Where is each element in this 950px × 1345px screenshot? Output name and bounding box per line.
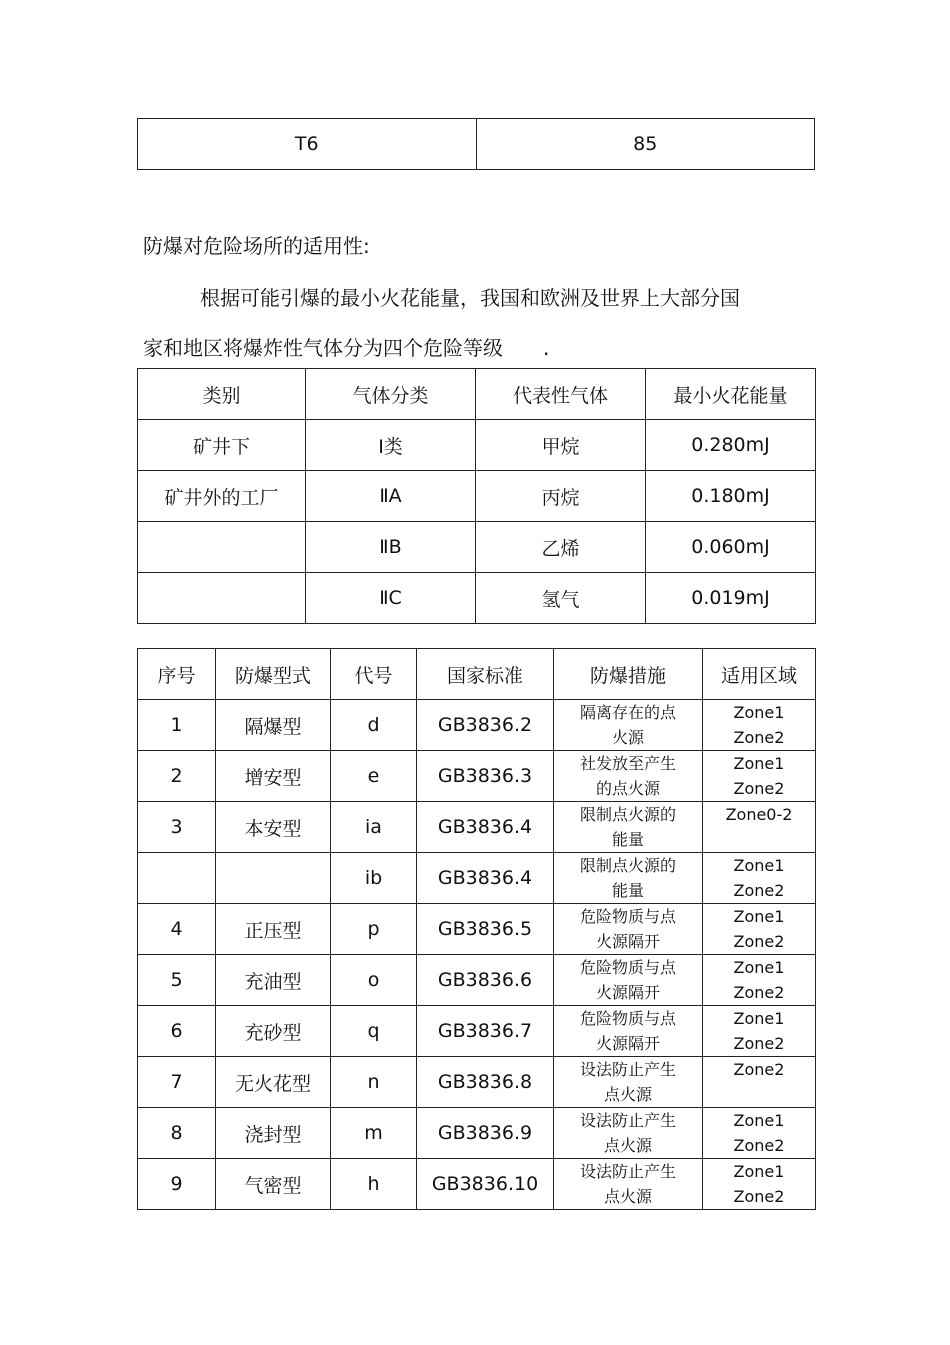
table-cell: 氢气 [476,573,646,624]
type-name-cell: 充油型 [216,955,331,1006]
row-number-cell: 5 [138,955,216,1006]
paragraph-line: 家和地区将爆炸性气体分为四个危险等级 . [143,336,550,360]
measure-cell-line: 能量 [611,881,644,900]
table-row [138,853,816,904]
measure-cell-line: 设法防止产生 [579,1060,676,1079]
zone-cell [703,700,816,751]
table-row [138,573,816,624]
code-cell: o [331,955,417,1006]
standard-cell: GB3836.8 [417,1057,554,1108]
standard-cell: GB3836.10 [417,1159,554,1210]
type-name-cell: 隔爆型 [216,700,331,751]
zone-cell-line: Zone1 [733,958,785,977]
zone-cell [703,1057,816,1108]
table-row [138,955,816,1006]
zone-cell [703,1006,816,1057]
type-name-cell: 充砂型 [216,1006,331,1057]
measure-cell-line: 设法防止产生 [579,1162,676,1181]
table-cell: ⅡA [306,471,476,522]
zone-cell-line: Zone2 [733,1034,785,1053]
measure-cell [554,700,703,751]
zone-cell [703,751,816,802]
table-row [138,420,816,471]
measure-cell [554,1057,703,1108]
table-row [138,1108,816,1159]
zone-cell-line: Zone1 [733,1162,785,1181]
zone-cell [703,853,816,904]
code-cell: h [331,1159,417,1210]
table-cell: ⅡC [306,573,476,624]
table-cell: 0.060mJ [646,522,816,573]
code-cell: n [331,1057,417,1108]
measure-cell-line: 限制点火源的 [579,856,676,875]
measure-cell-line: 点火源 [603,1136,652,1155]
table-cell: 甲烷 [476,420,646,471]
measure-cell-line: 火源隔开 [595,932,660,951]
measure-cell-line: 火源隔开 [595,1034,660,1053]
measure-cell [554,1159,703,1210]
temp-class-cell: T6 [138,119,477,170]
zone-cell-line: Zone2 [733,983,785,1002]
table-header-row [138,649,816,700]
row-number-cell: 2 [138,751,216,802]
table-cell [138,522,306,573]
measure-cell-line: 危险物质与点 [579,1009,676,1028]
zone-cell [703,955,816,1006]
column-header: 防爆措施 [554,649,703,700]
measure-cell-line: 火源 [611,728,644,747]
row-number-cell: 3 [138,802,216,853]
column-header: 代表性气体 [476,369,646,420]
measure-cell [554,1108,703,1159]
table-row [138,751,816,802]
row-number-cell: 6 [138,1006,216,1057]
zone-cell-line: Zone1 [733,907,785,926]
zone-cell [703,802,816,853]
measure-cell-line: 危险物质与点 [579,907,676,926]
measure-cell-line: 火源隔开 [595,983,660,1002]
table-row [138,119,815,170]
standard-cell: GB3836.5 [417,904,554,955]
measure-cell [554,751,703,802]
column-header: 类别 [138,369,306,420]
code-cell: ia [331,802,417,853]
type-name-cell: 本安型 [216,802,331,853]
standard-cell: GB3836.4 [417,853,554,904]
table-cell: 矿井外的工厂 [138,471,306,522]
column-header: 适用区域 [703,649,816,700]
section-heading: 防爆对危险场所的适用性: [143,234,370,258]
table-cell: 0.180mJ [646,471,816,522]
zone-cell [703,904,816,955]
table-row [138,1006,816,1057]
measure-cell-line: 点火源 [603,1085,652,1104]
table-cell [138,573,306,624]
measure-cell-line: 能量 [611,830,644,849]
measure-cell [554,955,703,1006]
zone-cell-line: Zone2 [733,1060,785,1079]
explosion-proof-type-table [137,648,816,1210]
type-name-cell [216,853,331,904]
table-row [138,1057,816,1108]
measure-cell-line: 点火源 [603,1187,652,1206]
code-cell: ib [331,853,417,904]
measure-cell [554,802,703,853]
zone-cell-line: Zone1 [733,856,785,875]
table-cell: 0.280mJ [646,420,816,471]
measure-cell-line: 限制点火源的 [579,805,676,824]
table-row [138,904,816,955]
zone-cell-line: Zone2 [733,1136,785,1155]
standard-cell: GB3836.2 [417,700,554,751]
table-row [138,700,816,751]
zone-cell-line: Zone2 [733,932,785,951]
zone-cell-line: Zone1 [733,1009,785,1028]
type-name-cell: 无火花型 [216,1057,331,1108]
column-header: 代号 [331,649,417,700]
zone-cell-line: Zone2 [733,1187,785,1206]
measure-cell-line: 社发放至产生 [579,754,676,773]
paragraph-line: 根据可能引爆的最小火花能量，我国和欧洲及世界上大部分国 [200,286,740,310]
zone-cell-line: Zone1 [733,754,785,773]
measure-cell [554,904,703,955]
column-header: 序号 [138,649,216,700]
measure-cell [554,1006,703,1057]
table-cell: 矿井下 [138,420,306,471]
column-header: 国家标准 [417,649,554,700]
column-header: 气体分类 [306,369,476,420]
table-cell: Ⅰ类 [306,420,476,471]
table-header-row [138,369,816,420]
zone-cell-line: Zone0-2 [725,805,793,824]
temp-value-cell: 85 [476,119,815,170]
standard-cell: GB3836.4 [417,802,554,853]
row-number-cell: 7 [138,1057,216,1108]
table-row [138,522,816,573]
table-row [138,802,816,853]
table-cell: 丙烷 [476,471,646,522]
temperature-table [137,118,815,170]
code-cell: q [331,1006,417,1057]
gas-class-table [137,368,816,624]
row-number-cell: 4 [138,904,216,955]
standard-cell: GB3836.7 [417,1006,554,1057]
zone-cell-line: Zone2 [733,881,785,900]
code-cell: e [331,751,417,802]
standard-cell: GB3836.6 [417,955,554,1006]
code-cell: m [331,1108,417,1159]
table-cell: 0.019mJ [646,573,816,624]
type-name-cell: 浇封型 [216,1108,331,1159]
measure-cell-line: 危险物质与点 [579,958,676,977]
type-name-cell: 增安型 [216,751,331,802]
measure-cell-line: 的点火源 [595,779,660,798]
row-number-cell: 1 [138,700,216,751]
type-name-cell: 正压型 [216,904,331,955]
table-cell: 乙烯 [476,522,646,573]
row-number-cell: 9 [138,1159,216,1210]
zone-cell [703,1108,816,1159]
measure-cell [554,853,703,904]
table-cell: ⅡB [306,522,476,573]
zone-cell-line: Zone2 [733,779,785,798]
code-cell: p [331,904,417,955]
standard-cell: GB3836.9 [417,1108,554,1159]
measure-cell-line: 隔离存在的点 [579,703,676,722]
standard-cell: GB3836.3 [417,751,554,802]
zone-cell-line: Zone1 [733,1111,785,1130]
type-name-cell: 气密型 [216,1159,331,1210]
table-row [138,471,816,522]
row-number-cell [138,853,216,904]
zone-cell-line: Zone1 [733,703,785,722]
type-table-body [138,700,816,1210]
column-header: 最小火花能量 [646,369,816,420]
zone-cell-line: Zone2 [733,728,785,747]
measure-cell-line: 设法防止产生 [579,1111,676,1130]
zone-cell [703,1159,816,1210]
column-header: 防爆型式 [216,649,331,700]
code-cell: d [331,700,417,751]
table-row [138,1159,816,1210]
row-number-cell: 8 [138,1108,216,1159]
